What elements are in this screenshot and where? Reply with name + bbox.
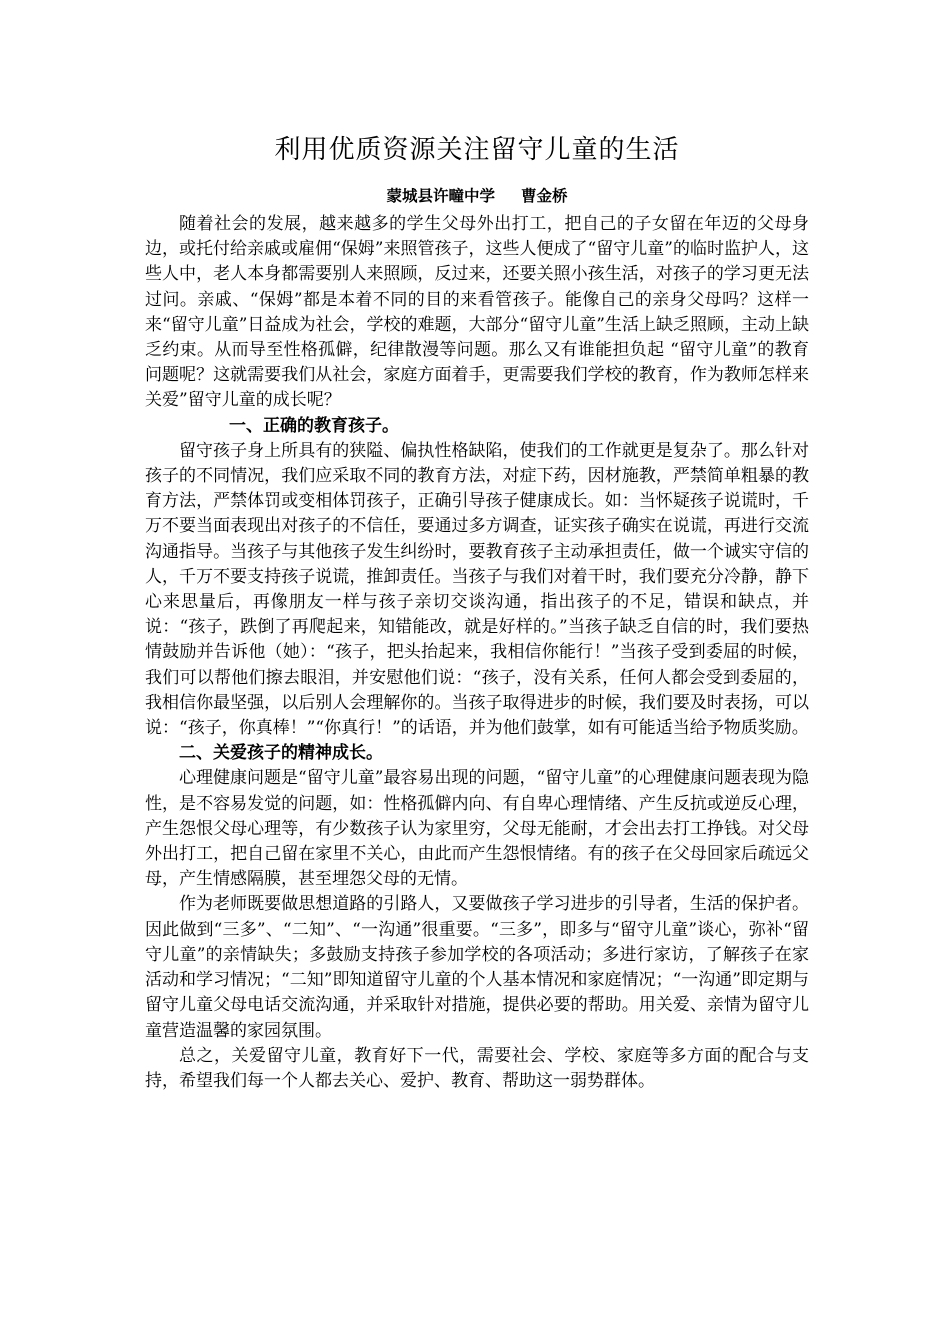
- author-line: [145, 184, 809, 208]
- conclusion-paragraph: 总之，关爱留守儿童，教育好下一代，需要社会、学校、家庭等多方面的配合与支持，希望我们每一个人都去关心、爱护、教育、帮助这一弱势群体。: [145, 1045, 809, 1091]
- section1-paragraph: 留守孩子身上所具有的狭隘、偏执性格缺陷，使我们的工作就更是复杂了。那么针对孩子的不同情况，我们应采取不同的教育方法，对症下药，因材施教，严禁简单粗暴的教育方法，严禁体罚或变相体罚孩子，正确引导孩子健康成长。如：当怀疑孩子说谎时，千万不要当面表现出对孩子的不信任，要通过多方调查，证实孩子确实在说谎，再进行交流沟通指导。当孩子与其他孩子发生纠纷时，要教育孩子主动承担责任，做一个诚实守信的人，千万不要支持孩子说谎，推卸责任。当孩子与我们对着干时，我们要充分冷静，静下心来思量后，再像朋友一样与孩子亲切交谈沟通，指出孩子的不足，错误和缺点，并说：“孩子，跌倒了再爬起来，知错能改，就是好样的。”当孩子缺乏自信的时，我们要热情鼓励并告诉他（她）：“孩子，把头抬起来，我相信你能行！”当孩子受到委屈的时候，我们可以帮他们擦去眼泪，并安慰他们说：“孩子，没有关系，任何人都会受到委屈的，我相信你最坚强，以后别人会理解你的。当孩子取得进步的时候，我们要及时表扬，可以说：“孩子，你真棒！”“你真行！”的话语，并为他们鼓掌，如有可能适当给予物质奖励。: [145, 440, 809, 739]
- author-school: 蒙城县许疃中学: [386, 186, 495, 205]
- author-name: 曹金桥: [521, 186, 568, 205]
- section-heading-1: 一、正确的教育孩子。: [229, 415, 399, 436]
- intro-paragraph: 随着社会的发展，越来越多的学生父母外出打工，把自己的子女留在年迈的父母身边，或托付给亲戚或雇佣“保姆”来照管孩子，这些人便成了“留守儿童”的临时监护人，这些人中，老人本身都需要别人来照顾，反过来，还要关照小孩生活，对孩子的学习更无法过问。亲戚、“保姆”都是本着不同的目的来看管孩子。能像自己的亲身父母吗？这样一来“留守儿童”日益成为社会，学校的难题，大部分“留守儿童”生活上缺乏照顾，主动上缺乏约束。从而导至性格孤僻，纪律散漫等问题。那么又有谁能担负起 “留守儿童”的教育问题呢？这就需要我们从社会，家庭方面着手，更需要我们学校的教育，作为教师怎样来关爱”留守儿童的成长呢？: [145, 214, 809, 411]
- document-title: 利用优质资源关注留守儿童的生活: [274, 135, 680, 165]
- section2-paragraph-2: 作为老师既要做思想道路的引路人，又要做孩子学习进步的引导者，生活的保护者。因此做到“三多”、“二知”、“一沟通”很重要。“三多”，即多与“留守儿童”谈心，弥补“留守儿童”的亲情缺失；多鼓励支持孩子参加学校的各项活动；多进行家访，了解孩子在家活动和学习情况；“二知”即知道留守儿童的个人基本情况和家庭情况；“一沟通”即定期与留守儿童父母电话交流沟通，并采取针对措施，提供必要的帮助。用关爱、亲情为留守儿童营造温馨的家园氛围。: [145, 894, 809, 1041]
- document-page: [145, 132, 809, 1094]
- section2-paragraph-1: 心理健康问题是“留守儿童”最容易出现的问题，“留守儿童”的心理健康问题表现为隐性，是不容易发觉的问题，如：性格孤僻内向、有自卑心理情绪、产生反抗或逆反心理，产生怨恨父母心理等，有少数孩子认为家里穷，父母无能耐，才会出去打工挣钱。对父母外出打工，把自己留在家里不关心，由此而产生怨恨情绪。有的孩子在父母回家后疏远父母，产生情感隔膜，甚至埋怨父母的无情。: [145, 768, 809, 890]
- section-heading-2: 二、关爱孩子的精神成长。: [179, 743, 383, 764]
